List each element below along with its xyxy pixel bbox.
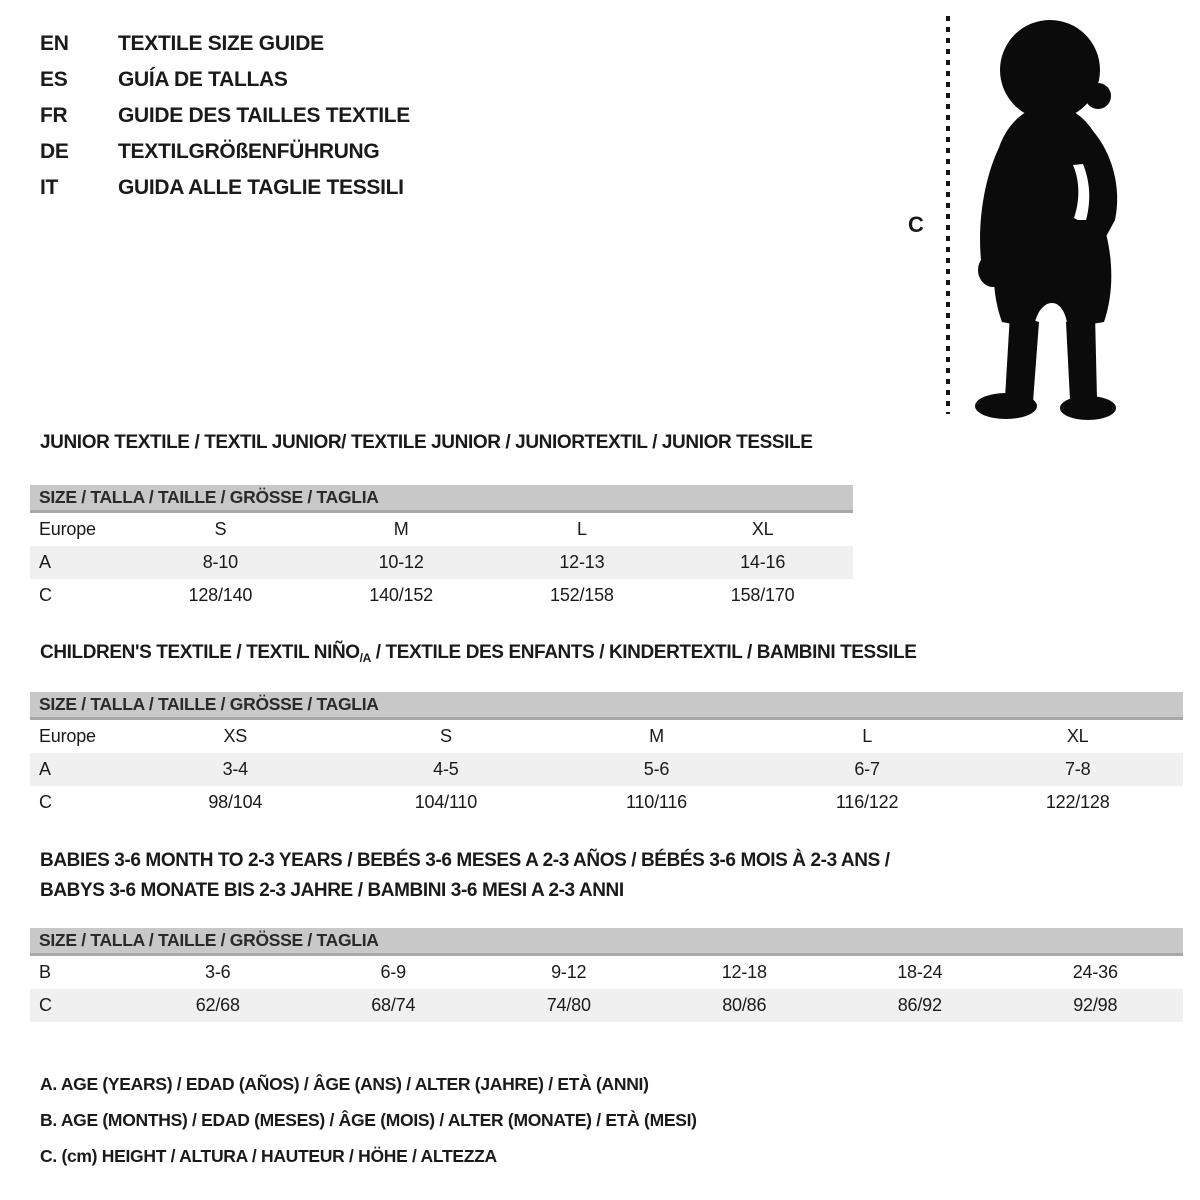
table-cell: XL	[1066, 726, 1089, 746]
table-cell: 5-6	[643, 759, 670, 779]
table-row	[30, 786, 1183, 819]
table-cell: XL	[751, 519, 774, 539]
table-size-header: SIZE / TALLA / TAILLE / GRÖSSE / TAGLIA	[30, 485, 853, 513]
children-size-table	[30, 692, 1183, 819]
row-label: C	[39, 585, 52, 605]
table-cell: M	[393, 519, 409, 539]
section-heading-babies	[40, 846, 890, 906]
table-row	[30, 956, 1183, 989]
table-row	[30, 720, 1183, 753]
table-cell: 12-18	[721, 962, 767, 982]
height-dashed-line	[946, 16, 950, 414]
junior-size-table	[30, 485, 853, 612]
section-heading-junior: JUNIOR TEXTILE / TEXTIL JUNIOR/ TEXTILE JUNIOR / JUNIORTEXTIL / JUNIOR TESSILE	[40, 432, 813, 453]
language-row	[40, 170, 410, 206]
language-title: GUIDA ALLE TAGLIE TESSILI	[118, 176, 404, 199]
language-title-list	[40, 26, 410, 206]
language-title: GUÍA DE TALLAS	[118, 68, 288, 91]
language-row	[40, 62, 410, 98]
table-cell: 140/152	[369, 585, 433, 605]
language-code: IT	[40, 176, 59, 199]
table-cell: 68/74	[371, 995, 416, 1015]
table-cell: 122/128	[1045, 792, 1110, 812]
table-cell: 104/110	[414, 792, 478, 812]
heading-line: BABIES 3-6 MONTH TO 2-3 YEARS / BEBÉS 3-6 MESES A 2-3 AÑOS / BÉBÉS 3-6 MOIS À 2-3 ANS /	[40, 850, 890, 871]
table-cell: 3-6	[205, 962, 231, 982]
language-row	[40, 134, 410, 170]
table-cell: L	[576, 519, 587, 539]
table-cell: 7-8	[1064, 759, 1091, 779]
table-cell: 18-24	[897, 962, 943, 982]
table-cell: 98/104	[208, 792, 263, 812]
table-size-header: SIZE / TALLA / TAILLE / GRÖSSE / TAGLIA	[30, 692, 1183, 720]
table-row	[30, 989, 1183, 1022]
table-cell: M	[649, 726, 664, 746]
language-code: FR	[40, 104, 68, 127]
height-measure-label: C	[908, 212, 924, 237]
language-row	[40, 26, 410, 62]
table-cell: XS	[223, 726, 248, 746]
row-label: Europe	[39, 726, 96, 746]
table-cell: 9-12	[551, 962, 587, 982]
language-code: ES	[40, 68, 68, 91]
heading-text: /A	[359, 651, 371, 665]
table-cell: 80/86	[722, 995, 767, 1015]
table-cell: 24-36	[1072, 962, 1118, 982]
table-cell: 110/116	[625, 792, 687, 812]
toddler-silhouette-icon	[962, 12, 1144, 422]
table-cell: 86/92	[897, 995, 942, 1015]
row-label: A	[39, 552, 51, 572]
table-row	[30, 513, 853, 546]
section-heading-children	[40, 642, 916, 665]
table-cell: 6-9	[380, 962, 406, 982]
row-label: Europe	[39, 519, 96, 539]
table-cell: 14-16	[740, 552, 786, 572]
table-cell: 8-10	[202, 552, 238, 572]
table-cell: 92/98	[1073, 995, 1118, 1015]
table-cell: S	[439, 726, 452, 746]
language-title: GUIDE DES TAILLES TEXTILE	[118, 104, 410, 127]
legend-line: A. AGE (YEARS) / EDAD (AÑOS) / ÂGE (ANS) / ALTER (JAHRE) / ETÀ (ANNI)	[40, 1074, 649, 1094]
legend-line: C. (cm) HEIGHT / ALTURA / HAUTEUR / HÖHE / ALTEZZA	[40, 1146, 497, 1166]
table-cell: 116/122	[835, 792, 899, 812]
row-label: C	[39, 792, 52, 812]
table-cell: 62/68	[195, 995, 240, 1015]
table-row	[30, 753, 1183, 786]
heading-text: / TEXTILE DES ENFANTS / KINDERTEXTIL / BAMBINI TESSILE	[370, 642, 917, 663]
table-row	[30, 546, 853, 579]
table-cell: 4-5	[433, 759, 459, 779]
table-cell: L	[862, 726, 872, 746]
heading-line: BABYS 3-6 MONATE BIS 2-3 JAHRE / BAMBINI 3-6 MESI A 2-3 ANNI	[40, 880, 624, 901]
table-cell: 74/80	[546, 995, 591, 1015]
language-code: EN	[40, 32, 69, 55]
table-cell: 3-4	[222, 759, 248, 779]
legend-block	[40, 1066, 697, 1174]
table-size-header: SIZE / TALLA / TAILLE / GRÖSSE / TAGLIA	[30, 928, 1183, 956]
heading-text: CHILDREN'S TEXTILE / TEXTIL NIÑO	[40, 642, 360, 663]
table-cell: 10-12	[378, 552, 424, 572]
table-cell: 12-13	[559, 552, 605, 572]
table-row	[30, 579, 853, 612]
row-label: A	[39, 759, 51, 779]
language-title: TEXTILGRÖßENFÜHRUNG	[118, 140, 380, 163]
table-cell: 158/170	[730, 585, 795, 605]
babies-size-table	[30, 928, 1183, 1022]
language-code: DE	[40, 140, 69, 163]
table-cell: 152/158	[550, 585, 614, 605]
legend-line: B. AGE (MONTHS) / EDAD (MESES) / ÂGE (MOIS) / ALTER (MONATE) / ETÀ (MESI)	[40, 1110, 697, 1130]
table-cell: 6-7	[854, 759, 880, 779]
row-label: C	[39, 995, 52, 1015]
language-title: TEXTILE SIZE GUIDE	[118, 32, 324, 55]
table-cell: S	[214, 519, 227, 539]
language-row	[40, 98, 410, 134]
row-label: B	[39, 962, 51, 982]
table-cell: 128/140	[188, 585, 253, 605]
